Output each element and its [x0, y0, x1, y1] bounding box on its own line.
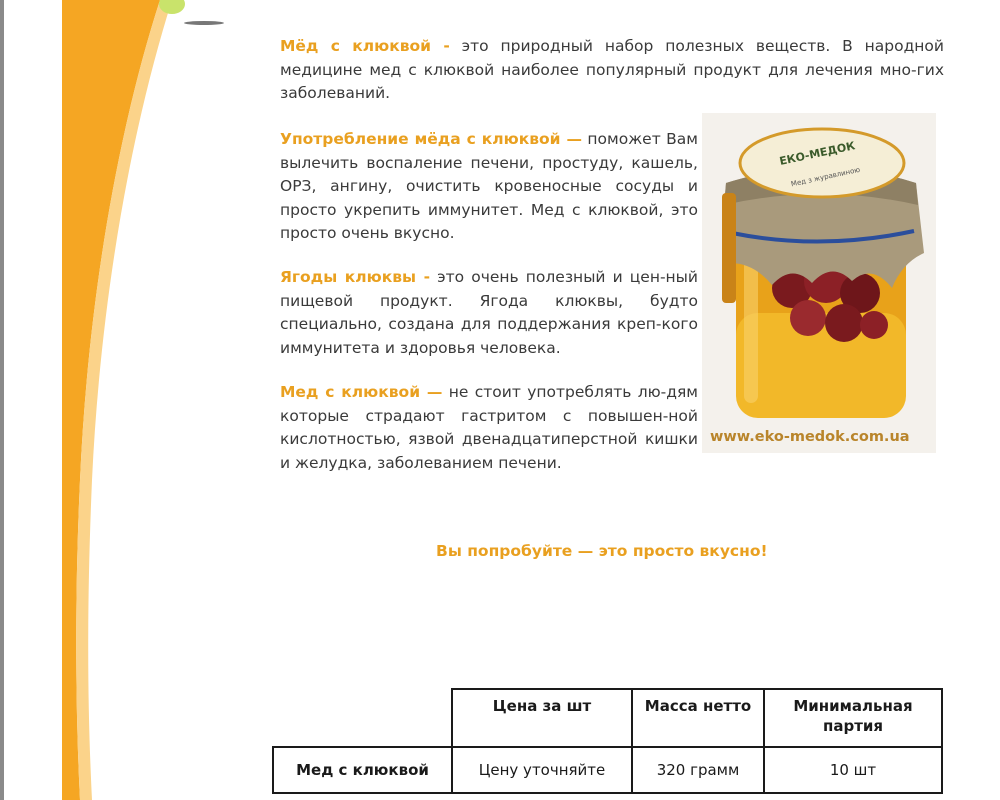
usage-paragraph: [280, 128, 698, 246]
header-price: Цена за шт: [452, 689, 632, 747]
orange-swoosh-decoration: [0, 0, 300, 800]
cell-net-weight: 320 грамм: [632, 747, 764, 793]
slogan-text: Вы попробуйте — это просто вкусно!: [436, 542, 768, 560]
intro-body: это природный набор полезных веществ. В народной медицине мед с клюквой наиболее популярный продукт для лечения мно-гих заболеваний.: [280, 37, 944, 102]
warning-paragraph: [280, 381, 698, 475]
honey-jar-photo: [702, 113, 936, 453]
cell-min-batch: 10 шт: [764, 747, 942, 793]
intro-paragraph: [280, 35, 944, 106]
jar-label-subtitle: Мед з журавлиною: [790, 165, 861, 189]
usage-body: поможет Вам вылечить воспаление печени, простуду, кашель, ОРЗ, ангину, очистить кровеносные сосуды и просто укрепить иммунитет. Мед с клюквой, это просто очень вкусно.: [280, 130, 698, 242]
jar-label-brand: ЕКО-МЕДОК: [778, 139, 857, 168]
website-watermark: www.eko-medok.com.ua: [710, 429, 910, 445]
price-table-header-row: [273, 689, 942, 747]
usage-lead: Употребление мёда с клюквой —: [280, 130, 582, 148]
price-table: [272, 688, 943, 794]
berries-paragraph: [280, 266, 698, 360]
berries-body: это очень полезный и цен-ный пищевой продукт. Ягода клюквы, будто специально, создана для поддержания креп-кого иммунитета и здоровья человека.: [280, 268, 698, 357]
header-min-batch: Минимальная партия: [764, 689, 942, 747]
header-net-weight: Масса нетто: [632, 689, 764, 747]
intro-lead: Мёд с клюквой -: [280, 37, 450, 55]
row-product-name: Мед с клюквой: [273, 747, 452, 793]
berries-lead: Ягоды клюквы -: [280, 268, 431, 286]
warning-body: не стоит употреблять лю-дям которые страдают гастритом с повышен-ной кислотностью, язвой двенадцатиперстной кишки и желудка, заболеванием печени.: [280, 383, 698, 472]
warning-lead: Мед с клюквой —: [280, 383, 443, 401]
cell-price: Цену уточняйте: [452, 747, 632, 793]
price-table-corner: [273, 689, 452, 747]
table-row: [273, 747, 942, 793]
